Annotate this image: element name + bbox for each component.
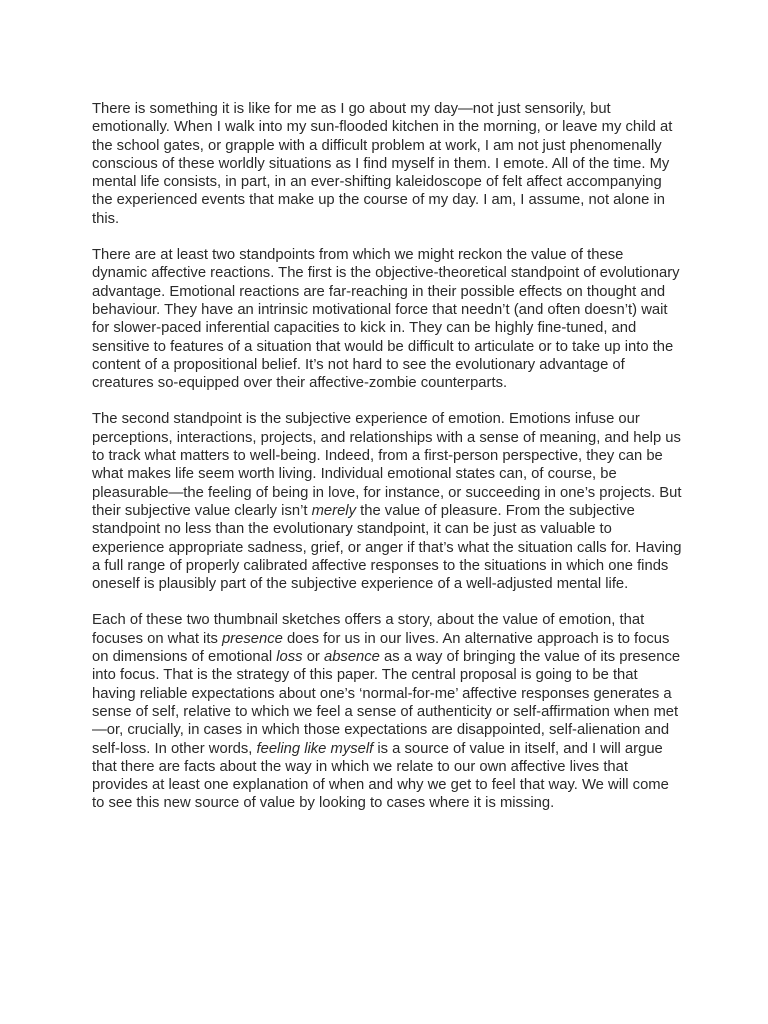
text-segment: is a source of value in itself, and I will argue that there are facts about the way in which we relate to our own affective lives that provides at least one explanation of when and why we get to feel that way. We will come to see this new source of value by looking to cases where it is missing. [92,740,669,812]
paragraph-3 [92,410,682,593]
italic-emphasis: feeling like myself [256,740,374,757]
italic-emphasis: merely [311,502,356,519]
paragraph-2 [92,246,682,392]
text-segment: does for us in our lives. An alternative approach is to focus on dimensions of emotional [92,630,670,666]
text-segment: or [302,649,324,666]
text-segment: Each of these two thumbnail sketches offers a story, about the value of emotion, that focuses on what its [92,612,645,647]
italic-emphasis: presence [221,630,283,647]
text-segment: The second standpoint is the subjective experience of emotion. Emotions infuse our perceptions, interactions, projects, and relationships with a sense of meaning, and help us to track what matters to well-being. Indeed, from a first-person perspective, they can be what makes life seem worth living. Individual emotional states can, of course, be pleasurable—the feeling of being in love, for instance, or succeeding in one’s projects. But their subjective value clearly isn’t [92,411,682,519]
text-segment: There is something it is like for me as I go about my day—not just sensorily, but emotionally. When I walk into my sun-flooded kitchen in the morning, or leave my child at the school gates, or grapple with a difficult problem at work, I am not just phenomenally conscious of these worldly situations as I find myself in them. I emote. All of the time. My mental life consists, in part, in an ever-shifting kaleidoscope of felt affect accompanying the experienced events that make up the course of my day. I am, I assume, not alone in this. [92,101,673,227]
italic-emphasis: absence [323,649,380,666]
text-segment: the value of pleasure. From the subjective standpoint no less than the evolutionary standpoint, it can be just as valuable to experience appropriate sadness, grief, or anger if that’s what the situation calls for. Having a full range of properly calibrated affective responses to the situations in which one finds oneself is plausibly part of the subjective experience of a well-adjusted mental life. [92,502,682,593]
text-segment: as a way of bringing the value of its presence into focus. That is the strategy of this paper. The central proposal is going to be that having reliable expectations about one’s ‘normal-for-me’ affective responses generates a sense of self, relative to which we feel a sense of authenticity or self-affirmation when met—or, crucially, in cases in which those expectations are disappointed, self-alienation and self-loss. In other words, [92,649,681,757]
italic-emphasis: loss [276,649,303,666]
paragraph-4 [92,611,682,812]
text-segment: There are at least two standpoints from which we might reckon the value of these dynamic affective reactions. The first is the objective-theoretical standpoint of evolutionary advantage. Emotional reactions are far-reaching in their possible effects on thought and behaviour. They have an intrinsic motivational force that needn’t (and often doesn’t) wait for slower-paced inferential capacities to kick in. They can be highly fine-tuned, and sensitive to features of a situation that would be difficult to articulate or to take up into the content of a propositional belief. It’s not hard to see the evolutionary advantage of creatures so-equipped over their affective-zombie counterparts. [92,247,680,392]
document-body [92,100,682,831]
paragraph-1 [92,100,682,228]
